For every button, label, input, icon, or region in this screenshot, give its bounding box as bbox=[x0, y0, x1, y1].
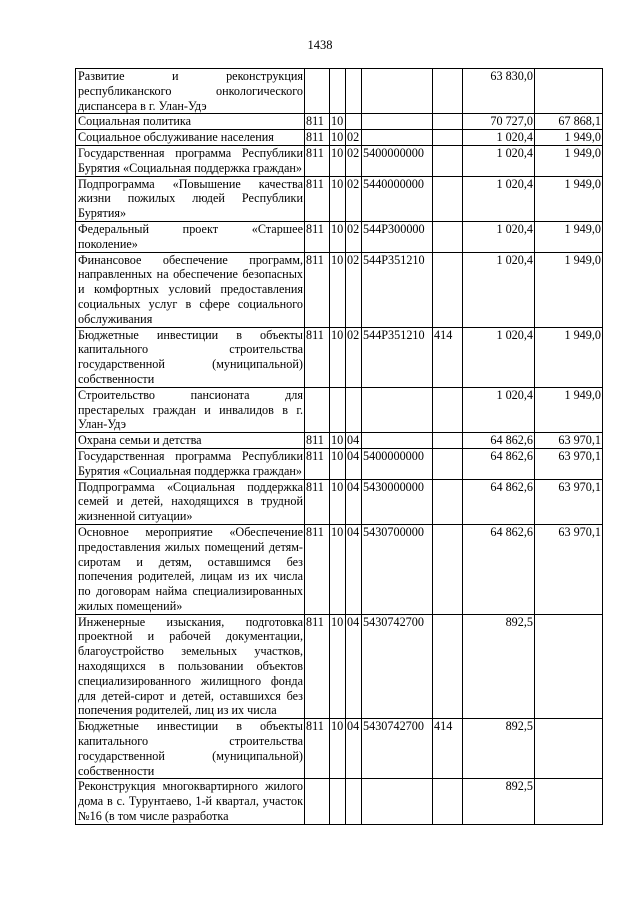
section-code-cell: 10 bbox=[330, 479, 346, 524]
amount-year2-cell: 63 970,1 bbox=[535, 524, 603, 614]
subsection-code-cell bbox=[346, 69, 362, 114]
expense-type-cell bbox=[433, 252, 463, 327]
amount-year1-cell: 64 862,6 bbox=[463, 433, 535, 449]
amount-year1-cell: 64 862,6 bbox=[463, 524, 535, 614]
amount-year2-cell: 1 949,0 bbox=[535, 327, 603, 387]
amount-year2-cell: 1 949,0 bbox=[535, 145, 603, 176]
item-name-cell: Инженерные изыскания, подготовка проектной и рабочей документации, благоустройство земельных участков, находящихся в пользовании объектов специализированного жилищного фонда для детей-сирот и детей, оставшихся без попечения родителей, лиц из их числа bbox=[76, 614, 305, 719]
subsection-code-cell bbox=[346, 114, 362, 130]
section-code-cell: 10 bbox=[330, 130, 346, 146]
item-name-cell: Охрана семьи и детства bbox=[76, 433, 305, 449]
item-name-cell: Социальная политика bbox=[76, 114, 305, 130]
table-row bbox=[76, 145, 603, 176]
expense-type-cell: 414 bbox=[433, 327, 463, 387]
subsection-code-cell: 04 bbox=[346, 524, 362, 614]
section-code-cell: 10 bbox=[330, 252, 346, 327]
table-row bbox=[76, 524, 603, 614]
expense-type-cell bbox=[433, 69, 463, 114]
subsection-code-cell: 02 bbox=[346, 221, 362, 252]
table-row bbox=[76, 479, 603, 524]
target-article-cell: 5430700000 bbox=[362, 524, 433, 614]
item-name-cell: Государственная программа Республики Бурятия «Социальная поддержка граждан» bbox=[76, 145, 305, 176]
table-row bbox=[76, 327, 603, 387]
table-row bbox=[76, 176, 603, 221]
amount-year2-cell: 1 949,0 bbox=[535, 176, 603, 221]
section-code-cell bbox=[330, 387, 346, 432]
amount-year1-cell: 64 862,6 bbox=[463, 448, 535, 479]
amount-year1-cell: 892,5 bbox=[463, 779, 535, 824]
subsection-code-cell: 02 bbox=[346, 252, 362, 327]
item-name-cell: Подпрограмма «Социальная поддержка семей и детей, находящихся в трудной жизненной ситуации» bbox=[76, 479, 305, 524]
item-name-cell: Развитие и реконструкция республиканского онкологического диспансера в г. Улан-Удэ bbox=[76, 69, 305, 114]
item-name-cell: Социальное обслуживание населения bbox=[76, 130, 305, 146]
amount-year1-cell: 1 020,4 bbox=[463, 252, 535, 327]
subsection-code-cell bbox=[346, 387, 362, 432]
item-name-cell: Подпрограмма «Повышение качества жизни пожилых людей Республики Бурятия» bbox=[76, 176, 305, 221]
ministry-code-cell: 811 bbox=[305, 448, 330, 479]
expense-type-cell bbox=[433, 779, 463, 824]
table-row bbox=[76, 719, 603, 779]
amount-year1-cell: 892,5 bbox=[463, 719, 535, 779]
ministry-code-cell: 811 bbox=[305, 221, 330, 252]
target-article-cell: 5430000000 bbox=[362, 479, 433, 524]
expense-type-cell bbox=[433, 221, 463, 252]
ministry-code-cell: 811 bbox=[305, 433, 330, 449]
section-code-cell: 10 bbox=[330, 719, 346, 779]
item-name-cell: Финансовое обеспечение программ, направленных на обеспечение безопасных и комфортных условий предоставления социальных услуг в сфере социального обслуживания bbox=[76, 252, 305, 327]
amount-year2-cell: 1 949,0 bbox=[535, 252, 603, 327]
expense-type-cell bbox=[433, 433, 463, 449]
amount-year2-cell: 1 949,0 bbox=[535, 387, 603, 432]
section-code-cell: 10 bbox=[330, 433, 346, 449]
expense-type-cell bbox=[433, 524, 463, 614]
target-article-cell bbox=[362, 779, 433, 824]
ministry-code-cell: 811 bbox=[305, 176, 330, 221]
amount-year1-cell: 1 020,4 bbox=[463, 221, 535, 252]
ministry-code-cell: 811 bbox=[305, 479, 330, 524]
table-row bbox=[76, 130, 603, 146]
section-code-cell: 10 bbox=[330, 176, 346, 221]
target-article-cell bbox=[362, 69, 433, 114]
subsection-code-cell: 02 bbox=[346, 176, 362, 221]
amount-year1-cell: 1 020,4 bbox=[463, 176, 535, 221]
target-article-cell bbox=[362, 433, 433, 449]
table-row bbox=[76, 387, 603, 432]
expense-type-cell bbox=[433, 176, 463, 221]
amount-year2-cell bbox=[535, 719, 603, 779]
amount-year2-cell bbox=[535, 69, 603, 114]
ministry-code-cell bbox=[305, 69, 330, 114]
amount-year2-cell: 67 868,1 bbox=[535, 114, 603, 130]
target-article-cell: 544P300000 bbox=[362, 221, 433, 252]
ministry-code-cell: 811 bbox=[305, 614, 330, 719]
table-row bbox=[76, 252, 603, 327]
item-name-cell: Государственная программа Республики Бурятия «Социальная поддержка граждан» bbox=[76, 448, 305, 479]
section-code-cell bbox=[330, 779, 346, 824]
amount-year1-cell: 64 862,6 bbox=[463, 479, 535, 524]
section-code-cell: 10 bbox=[330, 614, 346, 719]
expense-type-cell bbox=[433, 387, 463, 432]
ministry-code-cell: 811 bbox=[305, 327, 330, 387]
target-article-cell: 544P351210 bbox=[362, 252, 433, 327]
subsection-code-cell: 04 bbox=[346, 479, 362, 524]
amount-year1-cell: 1 020,4 bbox=[463, 327, 535, 387]
table-row bbox=[76, 433, 603, 449]
ministry-code-cell: 811 bbox=[305, 524, 330, 614]
subsection-code-cell: 02 bbox=[346, 145, 362, 176]
expense-type-cell bbox=[433, 614, 463, 719]
item-name-cell: Бюджетные инвестиции в объекты капитального строительства государственной (муниципальной) собственности bbox=[76, 719, 305, 779]
subsection-code-cell bbox=[346, 779, 362, 824]
amount-year1-cell: 70 727,0 bbox=[463, 114, 535, 130]
table-row bbox=[76, 779, 603, 824]
subsection-code-cell: 04 bbox=[346, 719, 362, 779]
subsection-code-cell: 04 bbox=[346, 448, 362, 479]
target-article-cell: 5430742700 bbox=[362, 719, 433, 779]
target-article-cell bbox=[362, 387, 433, 432]
section-code-cell bbox=[330, 69, 346, 114]
budget-table bbox=[75, 68, 603, 825]
target-article-cell: 544P351210 bbox=[362, 327, 433, 387]
expense-type-cell bbox=[433, 145, 463, 176]
expense-type-cell bbox=[433, 448, 463, 479]
amount-year1-cell: 1 020,4 bbox=[463, 130, 535, 146]
amount-year2-cell: 63 970,1 bbox=[535, 479, 603, 524]
amount-year2-cell: 63 970,1 bbox=[535, 448, 603, 479]
amount-year2-cell bbox=[535, 614, 603, 719]
amount-year1-cell: 1 020,4 bbox=[463, 387, 535, 432]
section-code-cell: 10 bbox=[330, 327, 346, 387]
section-code-cell: 10 bbox=[330, 448, 346, 479]
amount-year1-cell: 1 020,4 bbox=[463, 145, 535, 176]
amount-year2-cell: 1 949,0 bbox=[535, 130, 603, 146]
amount-year2-cell: 1 949,0 bbox=[535, 221, 603, 252]
target-article-cell: 5400000000 bbox=[362, 145, 433, 176]
subsection-code-cell: 04 bbox=[346, 433, 362, 449]
section-code-cell: 10 bbox=[330, 524, 346, 614]
target-article-cell bbox=[362, 130, 433, 146]
item-name-cell: Основное мероприятие «Обеспечение предоставления жилых помещений детям-сиротам и детям, оставшимся без попечения родителей, лицам из их числа по договорам найма специализированных жилых помещений» bbox=[76, 524, 305, 614]
target-article-cell: 5400000000 bbox=[362, 448, 433, 479]
section-code-cell: 10 bbox=[330, 221, 346, 252]
table-row bbox=[76, 221, 603, 252]
table-row bbox=[76, 114, 603, 130]
table-row bbox=[76, 69, 603, 114]
item-name-cell: Бюджетные инвестиции в объекты капитального строительства государственной (муниципальной) собственности bbox=[76, 327, 305, 387]
subsection-code-cell: 04 bbox=[346, 614, 362, 719]
expense-type-cell: 414 bbox=[433, 719, 463, 779]
ministry-code-cell: 811 bbox=[305, 252, 330, 327]
section-code-cell: 10 bbox=[330, 114, 346, 130]
amount-year2-cell bbox=[535, 779, 603, 824]
amount-year2-cell: 63 970,1 bbox=[535, 433, 603, 449]
item-name-cell: Строительство пансионата для престарелых граждан и инвалидов в г. Улан-Удэ bbox=[76, 387, 305, 432]
ministry-code-cell bbox=[305, 779, 330, 824]
section-code-cell: 10 bbox=[330, 145, 346, 176]
subsection-code-cell: 02 bbox=[346, 327, 362, 387]
item-name-cell: Федеральный проект «Старшее поколение» bbox=[76, 221, 305, 252]
ministry-code-cell: 811 bbox=[305, 114, 330, 130]
expense-type-cell bbox=[433, 114, 463, 130]
amount-year1-cell: 63 830,0 bbox=[463, 69, 535, 114]
table-row bbox=[76, 448, 603, 479]
ministry-code-cell: 811 bbox=[305, 145, 330, 176]
amount-year1-cell: 892,5 bbox=[463, 614, 535, 719]
budget-table-body bbox=[76, 69, 603, 825]
target-article-cell: 5440000000 bbox=[362, 176, 433, 221]
target-article-cell: 5430742700 bbox=[362, 614, 433, 719]
ministry-code-cell: 811 bbox=[305, 130, 330, 146]
item-name-cell: Реконструкция многоквартирного жилого дома в с. Турунтаево, 1-й квартал, участок №16 (в том числе разработка bbox=[76, 779, 305, 824]
ministry-code-cell: 811 bbox=[305, 719, 330, 779]
table-row bbox=[76, 614, 603, 719]
subsection-code-cell: 02 bbox=[346, 130, 362, 146]
page-number: 1438 bbox=[307, 38, 333, 52]
expense-type-cell bbox=[433, 479, 463, 524]
target-article-cell bbox=[362, 114, 433, 130]
ministry-code-cell bbox=[305, 387, 330, 432]
expense-type-cell bbox=[433, 130, 463, 146]
